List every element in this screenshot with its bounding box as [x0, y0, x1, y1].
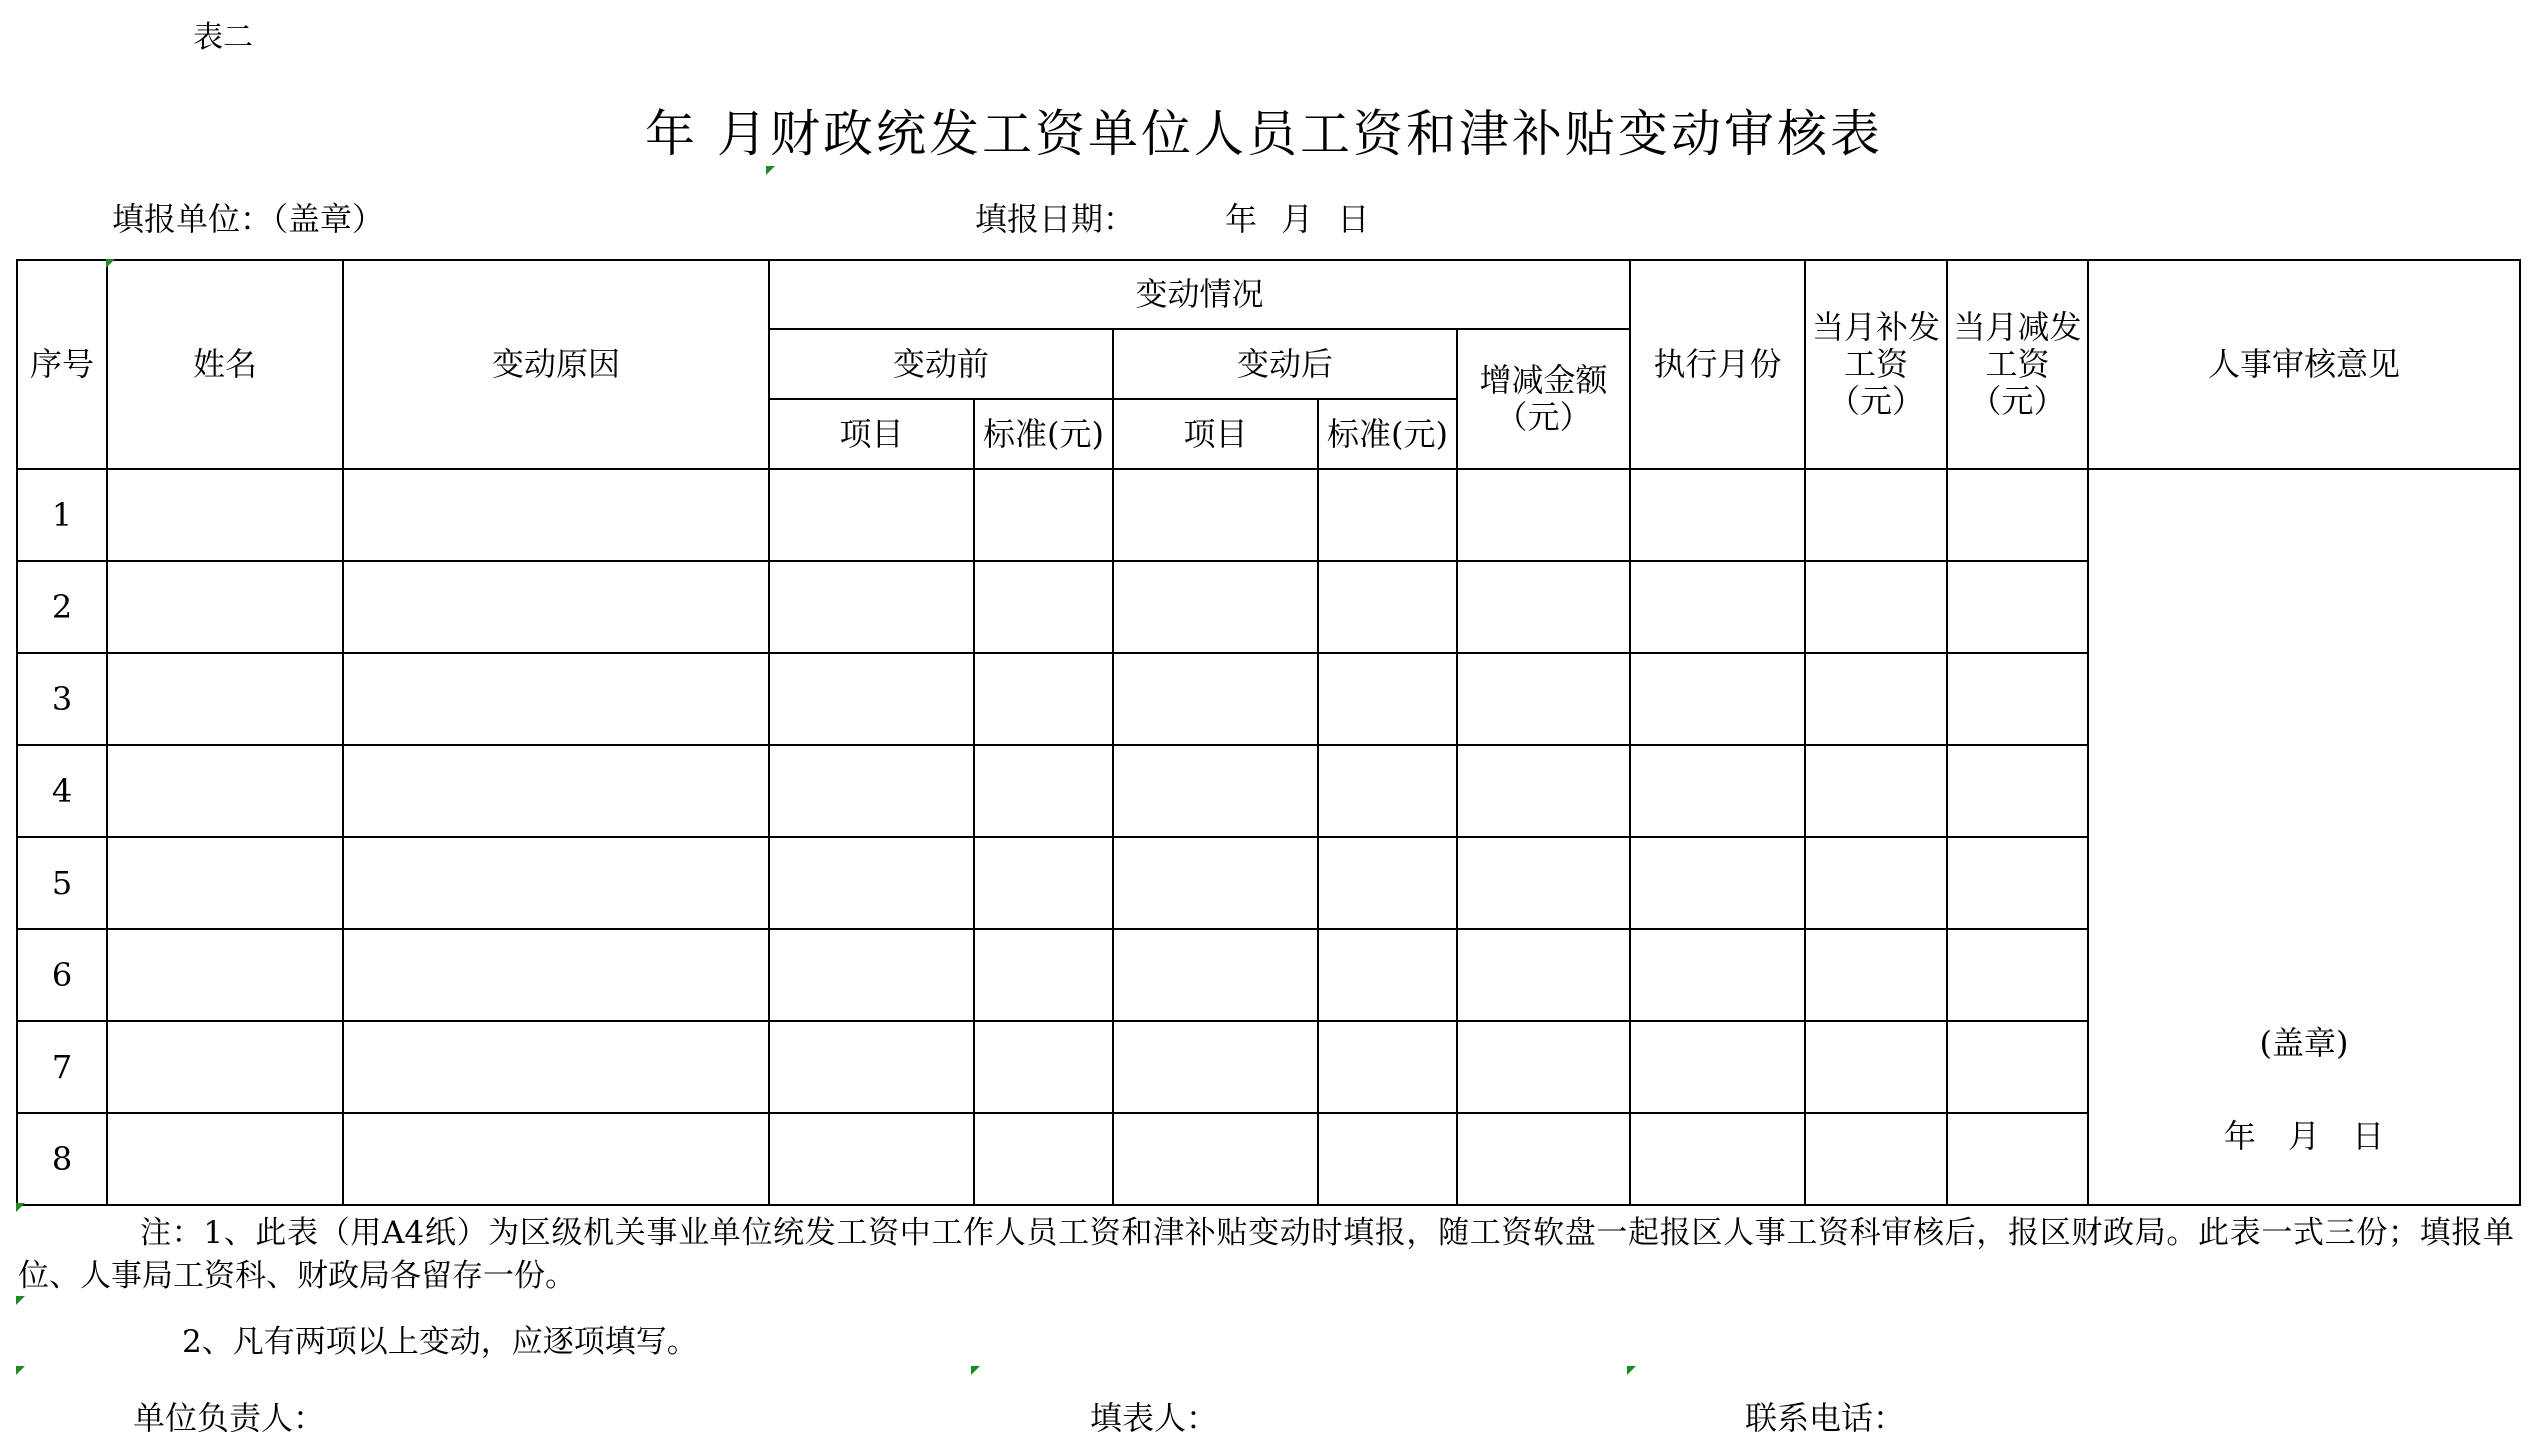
- deduction-cell[interactable]: [1947, 929, 2088, 1021]
- header-after: 变动后: [1113, 329, 1457, 399]
- before-standard-cell[interactable]: [974, 653, 1113, 745]
- delta-amount-cell[interactable]: [1457, 653, 1630, 745]
- comment-marker-icon: [1627, 1366, 1636, 1375]
- before-item-cell[interactable]: [769, 929, 974, 1021]
- audit-table: [16, 259, 2521, 1206]
- note-2: 2、凡有两项以上变动，应逐项填写。: [182, 1324, 698, 1360]
- reason-cell[interactable]: [343, 469, 769, 561]
- name-cell[interactable]: [107, 837, 343, 929]
- comment-marker-icon: [16, 1366, 25, 1375]
- exec-month-cell[interactable]: [1630, 1113, 1805, 1205]
- deduction-cell[interactable]: [1947, 745, 2088, 837]
- header-change-status: 变动情况: [769, 260, 1630, 329]
- delta-amount-cell[interactable]: [1457, 745, 1630, 837]
- before-item-cell[interactable]: [769, 561, 974, 653]
- row-number: 3: [17, 653, 107, 745]
- before-item-cell[interactable]: [769, 1113, 974, 1205]
- name-cell[interactable]: [107, 1021, 343, 1113]
- reason-cell[interactable]: [343, 745, 769, 837]
- exec-month-cell[interactable]: [1630, 745, 1805, 837]
- delta-amount-cell[interactable]: [1457, 1113, 1630, 1205]
- supplement-cell[interactable]: [1805, 929, 1947, 1021]
- supplement-cell[interactable]: [1805, 469, 1947, 561]
- fill-date-label: 填报日期：: [975, 200, 1136, 238]
- header-exec-month: 执行月份: [1630, 260, 1805, 469]
- fill-unit-label: 填报单位：（盖章）: [112, 200, 385, 238]
- after-standard-cell[interactable]: [1318, 653, 1457, 745]
- supplement-cell[interactable]: [1805, 1021, 1947, 1113]
- reason-cell[interactable]: [343, 929, 769, 1021]
- fill-date-value: 年 月 日: [1225, 200, 1370, 238]
- supplement-cell[interactable]: [1805, 1113, 1947, 1205]
- after-item-cell[interactable]: [1113, 1113, 1318, 1205]
- after-item-cell[interactable]: [1113, 561, 1318, 653]
- supplement-cell[interactable]: [1805, 837, 1947, 929]
- delta-amount-cell[interactable]: [1457, 561, 1630, 653]
- comment-marker-icon: [16, 1203, 25, 1212]
- before-item-cell[interactable]: [769, 1021, 974, 1113]
- header-hr-opinion: 人事审核意见: [2088, 260, 2520, 469]
- before-item-cell[interactable]: [769, 653, 974, 745]
- name-cell[interactable]: [107, 653, 343, 745]
- header-after-standard: 标准(元): [1318, 399, 1457, 469]
- comment-marker-icon: [16, 1296, 25, 1305]
- supplement-cell[interactable]: [1805, 561, 1947, 653]
- header-deduction: 当月减发工资（元）: [1947, 260, 2088, 469]
- phone-label: 联系电话：: [1745, 1399, 1906, 1437]
- comment-marker-icon: [766, 166, 775, 175]
- after-item-cell[interactable]: [1113, 929, 1318, 1021]
- before-standard-cell[interactable]: [974, 837, 1113, 929]
- header-after-item: 项目: [1113, 399, 1318, 469]
- after-item-cell[interactable]: [1113, 653, 1318, 745]
- after-standard-cell[interactable]: [1318, 1021, 1457, 1113]
- after-item-cell[interactable]: [1113, 1021, 1318, 1113]
- header-before: 变动前: [769, 329, 1113, 399]
- before-standard-cell[interactable]: [974, 1113, 1113, 1205]
- table-label: 表二: [193, 20, 253, 55]
- after-standard-cell[interactable]: [1318, 837, 1457, 929]
- row-number: 2: [17, 561, 107, 653]
- exec-month-cell[interactable]: [1630, 929, 1805, 1021]
- deduction-cell[interactable]: [1947, 1021, 2088, 1113]
- after-standard-cell[interactable]: [1318, 929, 1457, 1021]
- before-standard-cell[interactable]: [974, 1021, 1113, 1113]
- deduction-cell[interactable]: [1947, 469, 2088, 561]
- delta-amount-cell[interactable]: [1457, 469, 1630, 561]
- header-name: 姓名: [107, 260, 343, 469]
- name-cell[interactable]: [107, 561, 343, 653]
- name-cell[interactable]: [107, 1113, 343, 1205]
- after-item-cell[interactable]: [1113, 745, 1318, 837]
- reason-cell[interactable]: [343, 837, 769, 929]
- after-standard-cell[interactable]: [1318, 1113, 1457, 1205]
- exec-month-cell[interactable]: [1630, 561, 1805, 653]
- row-number: 7: [17, 1021, 107, 1113]
- filler-signature-label: 填表人：: [1090, 1399, 1219, 1437]
- before-item-cell[interactable]: [769, 745, 974, 837]
- row-number: 4: [17, 745, 107, 837]
- comment-marker-icon: [106, 259, 115, 268]
- deduction-cell[interactable]: [1947, 653, 2088, 745]
- form-title: 年 月财政统发工资单位人员工资和津补贴变动审核表: [645, 105, 1883, 163]
- before-item-cell[interactable]: [769, 469, 974, 561]
- header-supplement: 当月补发工资（元）: [1805, 260, 1947, 469]
- delta-amount-cell[interactable]: [1457, 837, 1630, 929]
- name-cell[interactable]: [107, 745, 343, 837]
- header-delta-amount: 增减金额（元）: [1457, 329, 1630, 469]
- hr-opinion-cell[interactable]: [2088, 469, 2520, 1205]
- opinion-date: 年 月 日: [2223, 1117, 2385, 1155]
- deduction-cell[interactable]: [1947, 1113, 2088, 1205]
- before-standard-cell[interactable]: [974, 561, 1113, 653]
- before-standard-cell[interactable]: [974, 745, 1113, 837]
- row-number: 8: [17, 1113, 107, 1205]
- table-row: [17, 469, 2520, 561]
- deduction-cell[interactable]: [1947, 837, 2088, 929]
- deduction-cell[interactable]: [1947, 561, 2088, 653]
- reason-cell[interactable]: [343, 561, 769, 653]
- reason-cell[interactable]: [343, 1113, 769, 1205]
- exec-month-cell[interactable]: [1630, 653, 1805, 745]
- opinion-seal-label: (盖章): [2259, 1024, 2349, 1062]
- exec-month-cell[interactable]: [1630, 837, 1805, 929]
- before-item-cell[interactable]: [769, 837, 974, 929]
- exec-month-cell[interactable]: [1630, 469, 1805, 561]
- after-standard-cell[interactable]: [1318, 469, 1457, 561]
- row-number: 1: [17, 469, 107, 561]
- after-standard-cell[interactable]: [1318, 745, 1457, 837]
- header-reason: 变动原因: [343, 260, 769, 469]
- after-item-cell[interactable]: [1113, 837, 1318, 929]
- name-cell[interactable]: [107, 929, 343, 1021]
- row-number: 5: [17, 837, 107, 929]
- supplement-cell[interactable]: [1805, 653, 1947, 745]
- before-standard-cell[interactable]: [974, 469, 1113, 561]
- comment-marker-icon: [971, 1366, 980, 1375]
- supplement-cell[interactable]: [1805, 745, 1947, 837]
- unit-head-signature-label: 单位负责人：: [133, 1399, 326, 1437]
- name-cell[interactable]: [107, 469, 343, 561]
- note-1: 注：1、此表（用A4纸）为区级机关事业单位统发工资中工作人员工资和津补贴变动时填报，随工资软盘一起报区人事工资科审核后，报区财政局。此表一式三份；填报单位、人事局工资科、财政局各留存一份。: [18, 1215, 2514, 1294]
- after-item-cell[interactable]: [1113, 469, 1318, 561]
- header-seq: 序号: [17, 260, 107, 469]
- header-before-standard: 标准(元): [974, 399, 1113, 469]
- header-before-item: 项目: [769, 399, 974, 469]
- exec-month-cell[interactable]: [1630, 1021, 1805, 1113]
- reason-cell[interactable]: [343, 1021, 769, 1113]
- after-standard-cell[interactable]: [1318, 561, 1457, 653]
- delta-amount-cell[interactable]: [1457, 1021, 1630, 1113]
- before-standard-cell[interactable]: [974, 929, 1113, 1021]
- delta-amount-cell[interactable]: [1457, 929, 1630, 1021]
- reason-cell[interactable]: [343, 653, 769, 745]
- row-number: 6: [17, 929, 107, 1021]
